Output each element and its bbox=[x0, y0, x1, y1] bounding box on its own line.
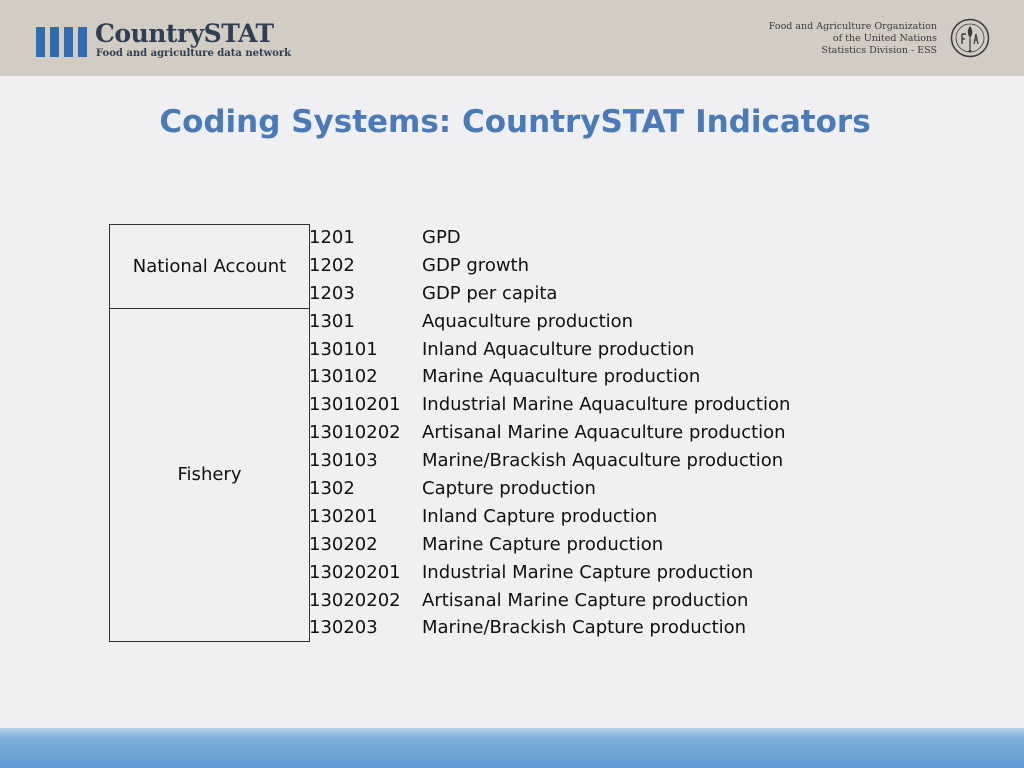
page-title: Coding Systems: CountrySTAT Indicators bbox=[159, 104, 871, 140]
indicator-code: 1203 bbox=[309, 282, 355, 304]
logo-tagline: Food and agriculture data network bbox=[96, 48, 292, 59]
category-fishery: Fishery bbox=[109, 307, 310, 642]
fao-emblem-icon bbox=[950, 18, 990, 58]
org-line-2: of the United Nations bbox=[832, 33, 937, 44]
indicator-code: 13020201 bbox=[309, 561, 401, 583]
indicator-code: 130103 bbox=[309, 450, 378, 472]
indicator-label: GDP growth bbox=[422, 254, 530, 276]
organization-name bbox=[769, 21, 937, 57]
indicator-code: 1302 bbox=[309, 478, 355, 500]
indicator-label: GPD bbox=[422, 227, 461, 248]
indicator-code: 1201 bbox=[309, 227, 355, 248]
indicator-label: Inland Aquaculture production bbox=[422, 338, 695, 360]
org-line-3: Statistics Division - ESS bbox=[821, 45, 937, 56]
indicator-label: Artisanal Marine Capture production bbox=[422, 589, 749, 611]
category-national-account: National Account bbox=[109, 224, 310, 309]
indicator-label: Marine/Brackish Capture production bbox=[422, 617, 747, 639]
indicator-label: Industrial Marine Capture production bbox=[422, 561, 754, 583]
indicator-code: 13010201 bbox=[309, 394, 401, 416]
indicator-label: Inland Capture production bbox=[422, 505, 658, 527]
indicator-label: GDP per capita bbox=[422, 282, 558, 304]
indicator-code: 1202 bbox=[309, 254, 355, 276]
indicator-label: Artisanal Marine Aquaculture production bbox=[422, 422, 786, 444]
indicator-label: Marine Capture production bbox=[422, 533, 664, 555]
footer-bar bbox=[0, 728, 1024, 768]
org-line-1: Food and Agriculture Organization bbox=[768, 21, 937, 32]
indicator-code: 130102 bbox=[309, 366, 378, 388]
indicator-code: 130202 bbox=[309, 533, 378, 555]
indicator-code: 13010202 bbox=[309, 422, 401, 444]
indicator-code: 1301 bbox=[309, 310, 355, 332]
indicator-label: Marine/Brackish Aquaculture production bbox=[422, 450, 784, 472]
indicator-code: 130201 bbox=[309, 505, 378, 527]
indicator-code: 130101 bbox=[309, 338, 378, 360]
indicator-code: 130203 bbox=[309, 617, 378, 639]
indicator-label: Marine Aquaculture production bbox=[422, 366, 701, 388]
indicator-code: 13020202 bbox=[309, 589, 401, 611]
header-bar bbox=[0, 0, 1024, 76]
countrystat-logo-bars-icon bbox=[36, 27, 88, 57]
indicator-label: Aquaculture production bbox=[422, 310, 634, 332]
indicator-label: Industrial Marine Aquaculture production bbox=[422, 394, 791, 416]
logo-name: CountrySTAT bbox=[95, 19, 274, 48]
indicator-label: Capture production bbox=[422, 478, 596, 500]
